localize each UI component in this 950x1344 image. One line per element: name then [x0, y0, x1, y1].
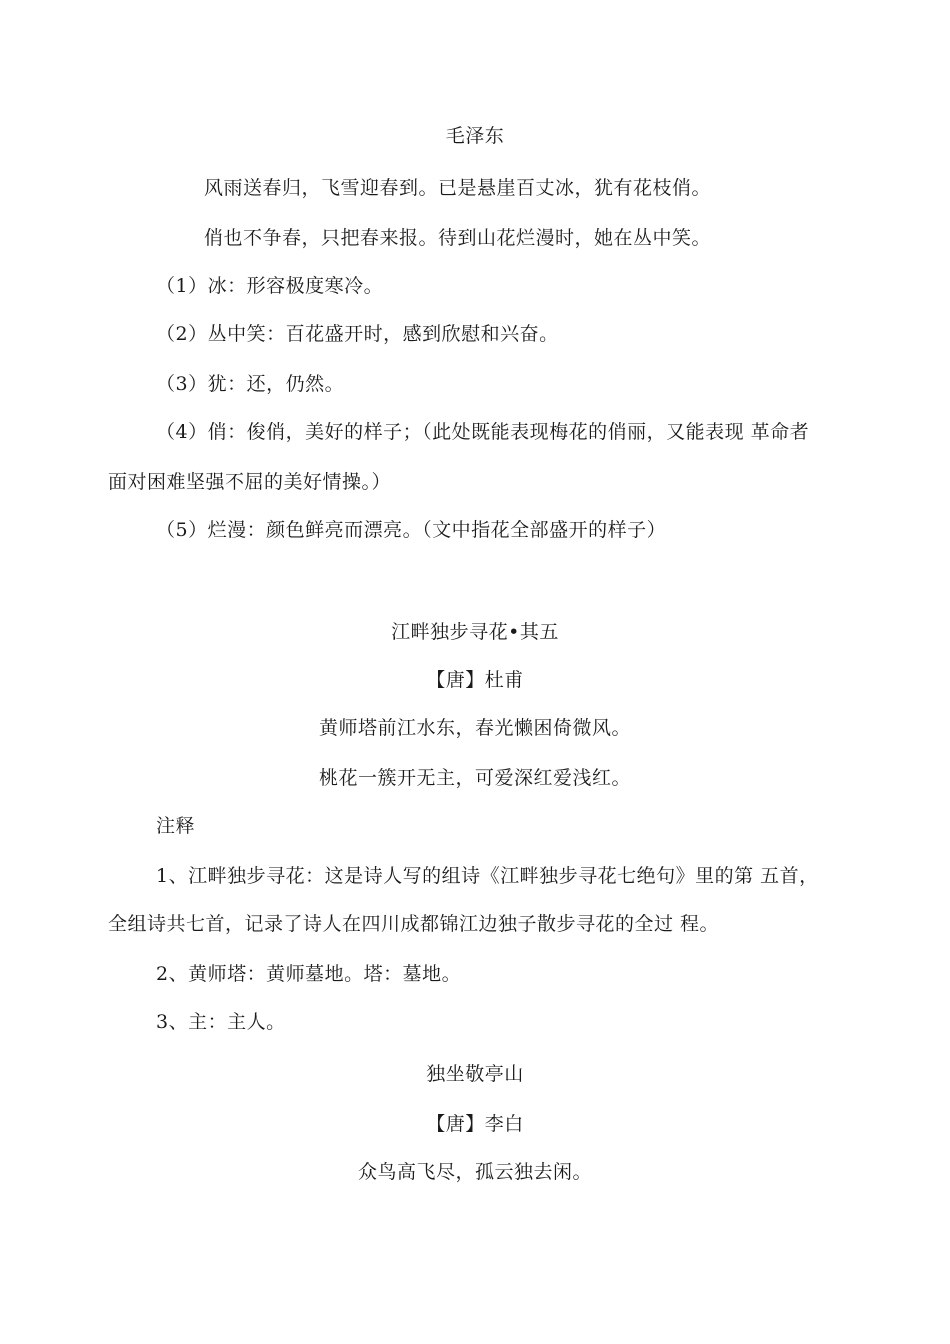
poem1-note-4-continued: 面对困难坚强不屈的美好情操。） [108, 471, 392, 493]
poem1-note-3: （3）犹：还，仍然。 [156, 373, 345, 395]
poem1-line-1: 风雨送春归，飞雪迎春到。已是悬崖百丈冰，犹有花枝俏。 [204, 177, 712, 199]
poem1-note-5: （5）烂漫：颜色鲜亮而漂亮。（文中指花全部盛开的样子） [156, 519, 667, 541]
poem2-author: 【唐】杜甫 [426, 669, 524, 691]
poem3-author: 【唐】李白 [426, 1113, 524, 1135]
poem3-line-1: 众鸟高飞尽，孤云独去闲。 [357, 1161, 592, 1183]
poem2-note-1-continued: 全组诗共七首，记录了诗人在四川成都锦江边独子散步寻花的全过 程。 [108, 913, 720, 935]
poem2-note-3: 3、主：主人。 [156, 1011, 286, 1033]
poem2-title: 江畔独步寻花•其五 [391, 621, 559, 643]
poem1-line-2: 俏也不争春，只把春来报。待到山花烂漫时，她在丛中笑。 [204, 227, 712, 249]
poem2-notes-heading: 注释 [156, 815, 196, 837]
poem1-note-2: （2）丛中笑：百花盛开时，感到欣慰和兴奋。 [156, 323, 559, 345]
poem1-author: 毛泽东 [445, 125, 505, 147]
poem3-title: 独坐敬亭山 [426, 1063, 524, 1085]
poem2-line-2: 桃花一簇开无主，可爱深红爱浅红。 [318, 767, 631, 789]
poem2-note-1: 1、江畔独步寻花：这是诗人写的组诗《江畔独步寻花七绝句》里的第 五首， [156, 865, 819, 887]
poem1-note-4: （4）俏：俊俏，美好的样子；（此处既能表现梅花的俏丽，又能表现 革命者 [156, 421, 810, 443]
poem1-note-1: （1）冰：形容极度寒冷。 [156, 275, 384, 297]
poem2-note-2: 2、黄师塔：黄师墓地。塔：墓地。 [156, 963, 462, 985]
poem2-line-1: 黄师塔前江水东，春光懒困倚微风。 [318, 717, 631, 739]
